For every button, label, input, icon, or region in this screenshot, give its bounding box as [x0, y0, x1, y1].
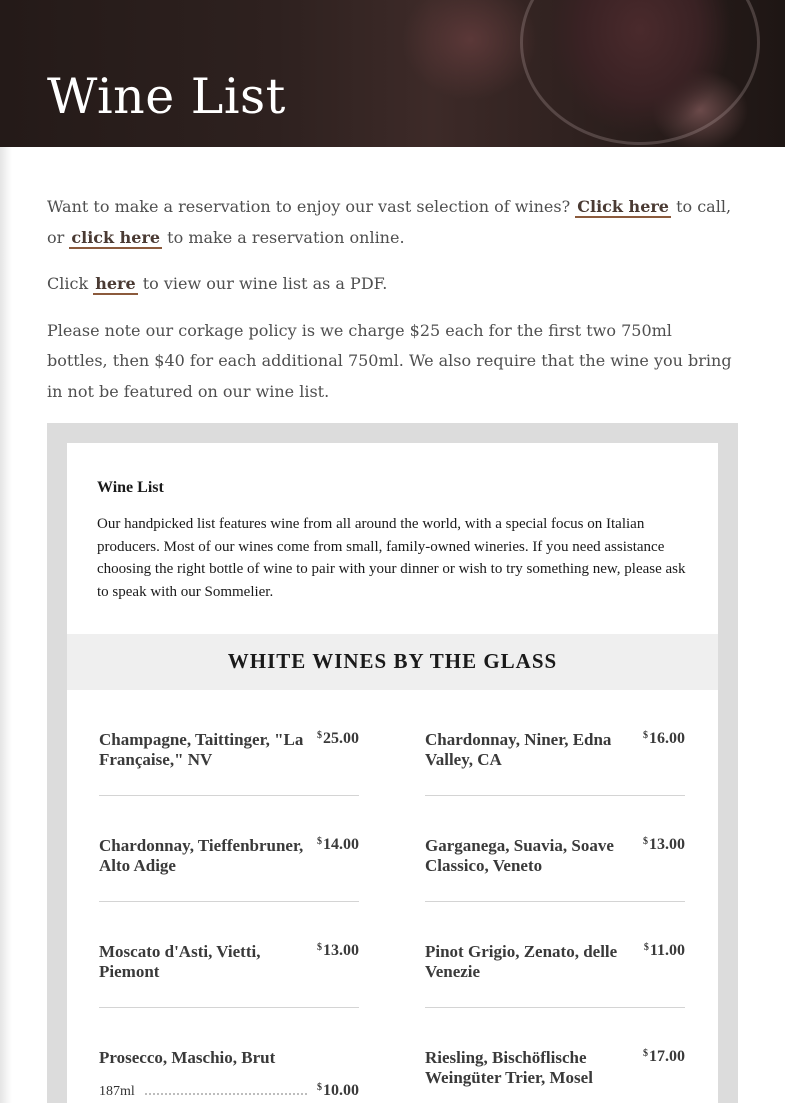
- wine-price: $25.00: [317, 729, 359, 747]
- reservation-text: Want to make a reservation to enjoy our vast selection of wines?: [47, 197, 576, 216]
- wine-menu-frame: [47, 423, 738, 1103]
- wine-item: [425, 1008, 685, 1103]
- page-title: Wine List: [47, 68, 286, 125]
- pdf-link[interactable]: here: [95, 274, 136, 293]
- reservation-paragraph: [47, 192, 737, 253]
- wine-item: [99, 796, 359, 902]
- corkage-policy: Please note our corkage policy is we charge $25 each for the first two 750ml bottles, then $40 for each additional 750ml. We also require that the wine you bring in not be featured on our wine list.: [47, 320, 732, 401]
- wine-price: $16.00: [643, 729, 685, 747]
- intro-section: [47, 192, 737, 423]
- wine-price: $11.00: [643, 941, 685, 959]
- wine-item: [425, 690, 685, 796]
- size-row: [99, 1082, 359, 1100]
- wine-name: Pinot Grigio, Zenato, delle Venezie: [425, 941, 618, 981]
- menu-header: [67, 443, 718, 634]
- size-label: 187ml: [99, 1083, 135, 1099]
- reservation-text-mid: to call, or: [47, 197, 732, 247]
- wine-name: Champagne, Taittinger, "La Française," NV: [99, 729, 304, 769]
- wine-item: [99, 902, 359, 1008]
- wine-name: Prosecco, Maschio, Brut: [99, 1047, 276, 1067]
- pdf-paragraph: [47, 269, 737, 300]
- wine-menu: [67, 443, 718, 1103]
- wine-price: $10.00: [317, 1081, 359, 1099]
- pdf-text: Click: [47, 274, 94, 293]
- pdf-text-end: to view our wine list as a PDF.: [137, 274, 388, 293]
- wine-items: [67, 690, 718, 1103]
- wine-item: [425, 902, 685, 1008]
- section-heading: WHITE WINES BY THE GLASS: [67, 634, 718, 690]
- wine-name: Garganega, Suavia, Soave Classico, Veneto: [425, 835, 614, 875]
- wine-price: $17.00: [643, 1047, 685, 1065]
- wine-price: $14.00: [317, 835, 359, 853]
- page-edge-shadow: [0, 147, 12, 1103]
- call-link[interactable]: Click here: [577, 197, 669, 216]
- wine-name: Moscato d'Asti, Vietti, Piemont: [99, 941, 261, 981]
- reserve-online-link[interactable]: click here: [71, 227, 161, 247]
- wine-name: Riesling, Bischöflische Weingüter Trier, Mosel: [425, 1047, 593, 1087]
- wine-name: Chardonnay, Niner, Edna Valley, CA: [425, 729, 612, 769]
- reservation-text-end: to make a reservation online.: [162, 227, 405, 247]
- wine-price: $13.00: [643, 835, 685, 853]
- wine-name: Chardonnay, Tieffenbruner, Alto Adige: [99, 835, 304, 875]
- hero-banner: [0, 0, 785, 147]
- wine-item: [99, 690, 359, 796]
- wine-glass-image: [520, 0, 760, 145]
- wine-price: $13.00: [317, 941, 359, 959]
- wine-item: [99, 1008, 359, 1103]
- dot-leader: [145, 1093, 307, 1095]
- menu-title: Wine List: [97, 479, 164, 496]
- wine-item: [425, 796, 685, 902]
- menu-description: Our handpicked list features wine from all around the world, with a special focus on Italian producers. Most of our wines come from small, family-owned wineries. If you need assistance choosing the right bottle of wine to pair with your dinner or wish to try something new, please ask to speak with our Sommelier.: [97, 516, 686, 601]
